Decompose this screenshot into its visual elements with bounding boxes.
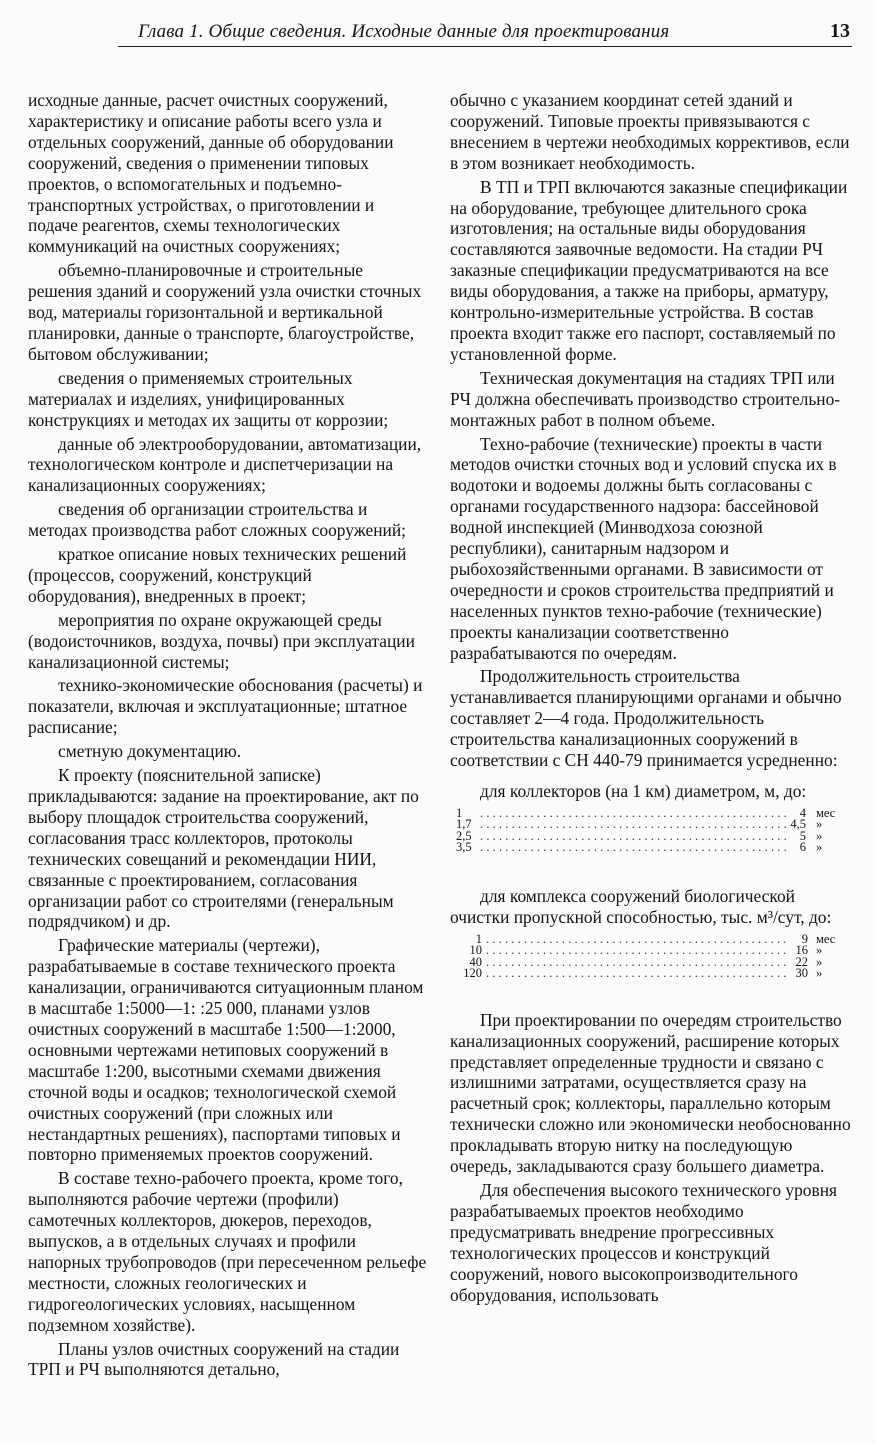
leader-dots: [480, 808, 786, 820]
diameter-cell: 1: [456, 805, 463, 820]
duration-cell: 4,5: [790, 817, 806, 832]
paragraph: К проекту (пояснительной записке) прикладываются: задание на проектирование, акт по выбору площадок строительства сооружений, согласования трасс коллекторов, протоколы технических совещаний и рекомендации НИИ, связанные с проектированием, согласования организации работ со строителями (генеральным подрядчиком) и др.: [28, 765, 419, 932]
leader-dots: [480, 819, 786, 831]
leader-dots: [486, 957, 790, 969]
paragraph: Техно-рабочие (технические) проекты в части методов очистки сточных вод и условий спуска их в водотоки и водоемы должны быть согласованы с органами государственного надзора: бассейновой водной инспекцией (Минводхоза союзной республики), санитарным надзором и рыбохозяйственными органами. В зависимости от очередности и сроков строительства предприятий и населенных пунктов техно-рабочие (технические) проекты канализации соответственно разрабатываются по очередям.: [450, 433, 837, 663]
paragraph: Планы узлов очистных сооружений на стадии ТРП и РЧ выполняются детально,: [28, 1338, 400, 1380]
page-header: [118, 16, 852, 47]
paragraph: Техническая документация на стадиях ТРП или РЧ должна обеспечивать производство строительно-монтажных работ в полном объеме.: [450, 367, 841, 430]
unit-cell: мес: [816, 805, 836, 820]
paragraph: обычно с указанием координат сетей зданий и сооружений. Типовые проекты привязываются с внесением в чертежи необходимых коррективов, если в этом возникает необходимость.: [450, 90, 850, 173]
table-intro: для коллекторов (на 1 км) диаметром, м, до:: [480, 781, 807, 801]
table-row: [456, 819, 856, 831]
diameter-cell: 1,7: [456, 817, 472, 832]
treatment-duration-table: [456, 931, 856, 981]
capacity-cell: 1: [475, 931, 482, 946]
paragraph: В составе техно-рабочего проекта, кроме того, выполняются рабочие чертежи (профили) самотечных коллекторов, дюкеров, переходов, выпусков, а в отдельных случаях и профили напорных трубопроводов (при пересеченном рельефе местности, сложных геологических и гидрогеологических условиях, насыщенном подземном хозяйстве).: [28, 1168, 427, 1335]
paragraph: сведения об организации строительства и методах производства работ сложных сооружений;: [28, 499, 406, 541]
table-intro: для комплекса сооружений биологической очистки пропускной способностью, тыс. м³/сут, до:: [450, 885, 832, 927]
unit-cell: »: [816, 954, 823, 969]
paragraph: Продолжительность строительства устанавливается планирующими органами и обычно составляет 2—4 года. Продолжительность строительства канализационных сооружений в соответствии с СН 440-79 принимается усредненно:: [450, 666, 842, 771]
page-number: 13: [830, 20, 850, 42]
paragraph: При проектировании по очередям строительство канализационных сооружений, расширение которых представляет определенные трудности и связано с излишними затратами, осуществляется сразу на расчетный срок; коллекторы, параллельно которым технически сложно или экономически необоснованно прокладывать вторую нитку на последующую очередь, закладываются сразу большего диаметра.: [450, 1009, 851, 1177]
left-column: [28, 90, 428, 1380]
chapter-title: Глава 1. Общие сведения. Исходные данные для проектирования: [138, 21, 670, 42]
paragraph: Для обеспечения высокого технического уровня разрабатываемых проектов необходимо предусматривать внедрение прогрессивных технологических процессов и конструкций сооружений, нового высокопроизводительного оборудования, использовать: [450, 1179, 838, 1305]
duration-cell: 30: [795, 966, 808, 981]
paragraph: сведения о применяемых строительных материалах и изделиях, унифицированных конструкциях и методах их защиты от коррозии;: [28, 367, 389, 430]
duration-cell: 22: [795, 954, 808, 969]
capacity-cell: 40: [469, 954, 482, 969]
duration-cell: 16: [795, 943, 808, 958]
leader-dots: [486, 968, 790, 980]
capacity-cell: 120: [463, 966, 482, 981]
duration-cell: 6: [799, 840, 806, 855]
unit-cell: мес: [816, 931, 836, 946]
paragraph: Графические материалы (чертежи), разрабатываемые в составе технического проекта канализации, ограничиваются ситуационным планом в масштабе 1:5000—1: :25 000, планами узлов очистных сооружений в масштабе 1:500—1:2000, основными чертежами нетиповых сооружений в масштабе 1:200, высотными схемами движения сточной воды и осадков; технологической схемой очистных сооружений (при сложных или нестандартных решениях), паспортами типовых и повторно применяемых проектов сооружений.: [28, 935, 424, 1165]
right-column: [450, 90, 858, 1305]
duration-cell: 5: [799, 828, 806, 843]
paragraph: технико-экономические обоснования (расчеты) и показатели, включая и эксплуатационные; штатное расписание;: [28, 675, 423, 738]
unit-cell: »: [816, 943, 823, 958]
paragraph: краткое описание новых технических решений (процессов, сооружений, конструкций оборудования), внедренных в проект;: [28, 544, 407, 606]
paragraph: мероприятия по охране окружающей среды (водоисточников, воздуха, почвы) при эксплуатации канализационной системы;: [28, 609, 415, 672]
duration-cell: 4: [799, 805, 806, 820]
leader-dots: [486, 934, 790, 946]
diameter-cell: 2,5: [456, 828, 472, 843]
unit-cell: »: [816, 828, 823, 843]
capacity-cell: 10: [469, 943, 482, 958]
collector-duration-table: [456, 805, 856, 855]
diameter-cell: 3,5: [456, 840, 472, 855]
duration-cell: 9: [801, 931, 808, 946]
table-row: [456, 968, 856, 980]
table-row: [456, 842, 856, 854]
table-row: [456, 828, 856, 843]
leader-dots: [486, 945, 790, 957]
paragraph: сметную документацию.: [58, 741, 242, 762]
paragraph: В ТП и ТРП включаются заказные спецификации на оборудование, требующее длительного срока изготовления; на остальные виды оборудования составляются заявочные ведомости. На стадии РЧ заказные спецификации предусматриваются на все виды оборудования, а также на приборы, арматуру, контрольно-измерительные устройства. В состав проекта входит также его паспорт, составляемый по установленной форме.: [450, 176, 848, 364]
leader-dots: [480, 831, 786, 843]
leader-dots: [480, 842, 786, 854]
unit-cell: »: [816, 840, 823, 855]
unit-cell: »: [816, 817, 823, 832]
paragraph: данные об электрооборудовании, автоматизации, технологическом контроле и диспетчеризации на канализационных сооружениях;: [28, 433, 422, 496]
paragraph: исходные данные, расчет очистных сооружений, характеристику и описание работы всего узла и отдельных сооружений, данные об оборудовании сооружений, сведения о применении типовых проектов, о вспомогательных и подъемно-транспортных устройствах, о приготовлении и подаче реагентов, схемы технологических коммуникаций на очистных сооружениях;: [28, 90, 394, 257]
paragraph: объемно-планировочные и строительные решения зданий и сооружений узла очистки сточных вод, материалы горизонтальной и вертикальной планировки, данные о транспорте, благоустройстве, бытовом обслуживании;: [28, 260, 422, 364]
unit-cell: »: [816, 966, 823, 981]
